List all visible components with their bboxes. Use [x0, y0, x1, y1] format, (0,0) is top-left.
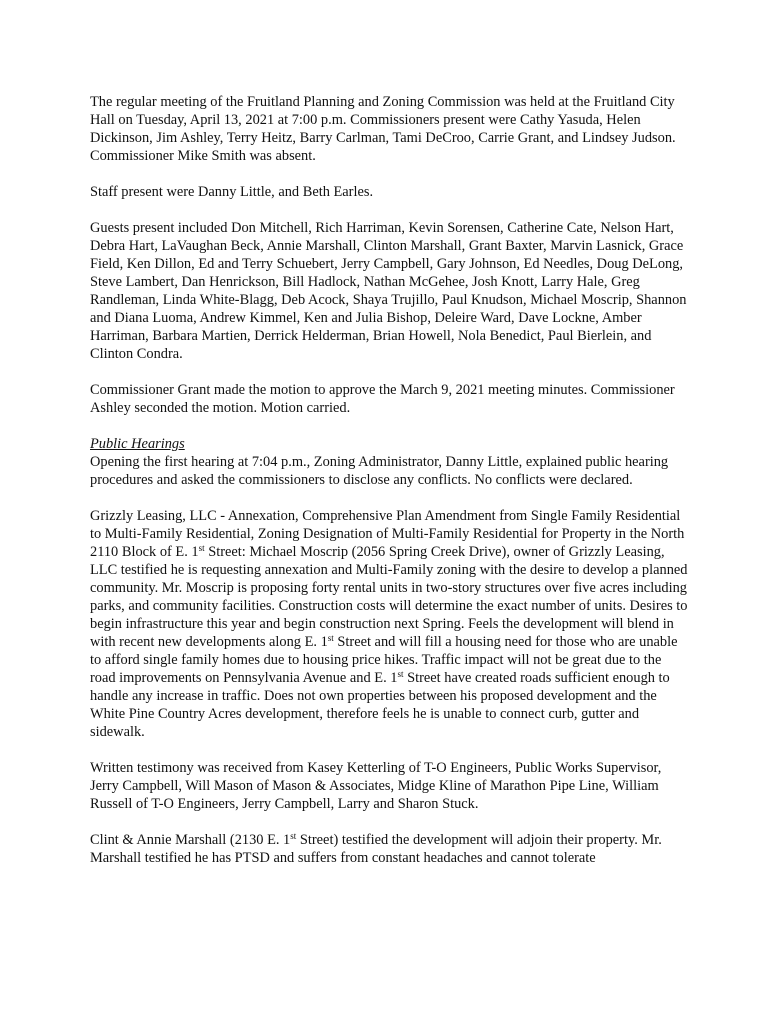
superscript: st: [327, 633, 334, 643]
written-testimony-paragraph: Written testimony was received from Kasey Ketterling of T-O Engineers, Public Works Supervisor, Jerry Campbell, Will Mason of Mason & Associates, Midge Kline of Marathon Pipe Line, William Russell of T-O Engineers, Jerry Campbell, Larry and Sharon Stuck.: [90, 760, 662, 812]
marshall-testimony-paragraph: [90, 831, 690, 867]
grizzly-leasing-paragraph: [90, 507, 690, 741]
staff-present-paragraph: Staff present were Danny Little, and Beth Earles.: [90, 184, 374, 200]
text-segment: Street) testified the development will adjoin their property. Mr. Marshall testified he has PTSD and suffers from constant headaches and cannot tolerate: [90, 832, 662, 866]
text-segment: Street: Michael Moscrip (2056 Spring Creek Drive), owner of Grizzly Leasing, LLC testified he is requesting annexation and Multi-Family zoning with the desire to develop a planned community. Mr. Moscrip is proposing forty rental units in two-story structures over five acres including parks, and community facilities. Construction costs will determine the exact number of units. Desires to begin infrastructure this year and begin construction next Spring. Feels the development will blend in with recent new developments along E. 1: [90, 544, 688, 650]
text-segment: Grizzly Leasing, LLC - Annexation, Comprehensive Plan Amendment from Single Family Residential to Multi-Family Residential, Zoning Designation of Multi-Family Residential for Property in the North 2110 Block of E. 1: [90, 508, 685, 560]
hearing-opening-text: Opening the first hearing at 7:04 p.m., Zoning Administrator, Danny Little, explained public hearing procedures and asked the commissioners to disclose any conflicts. No conflicts were declared.: [90, 454, 669, 488]
superscript: st: [198, 543, 205, 553]
text-segment: Clint & Annie Marshall (2130 E. 1: [90, 832, 291, 848]
text-segment: Street have created roads sufficient enough to handle any increase in traffic. Does not own properties between his proposed development and the White Pine Country Acres development, therefore feels he is unable to connect curb, gutter and sidewalk.: [90, 670, 670, 740]
meeting-intro-paragraph: The regular meeting of the Fruitland Planning and Zoning Commission was held at the Fruitland City Hall on Tuesday, April 13, 2021 at 7:00 p.m. Commissioners present were Cathy Yasuda, Helen Dickinson, Jim Ashley, Terry Heitz, Barry Carlman, Tami DeCroo, Carrie Grant, and Lindsey Judson. Commissioner Mike Smith was absent.: [90, 94, 676, 164]
minutes-approval-paragraph: Commissioner Grant made the motion to approve the March 9, 2021 meeting minutes. Commissioner Ashley seconded the motion. Motion carried.: [90, 382, 675, 416]
text-segment: Street and will fill a housing need for those who are unable to afford single family homes due to housing price hikes. Traffic impact will not be great due to the road improvements on Pennsylvania Avenue and E. 1: [90, 634, 678, 686]
section-heading: Public Hearings: [90, 436, 185, 452]
superscript: st: [397, 669, 404, 679]
public-hearings-section: [90, 435, 690, 489]
superscript: st: [290, 831, 297, 841]
guests-present-paragraph: Guests present included Don Mitchell, Rich Harriman, Kevin Sorensen, Catherine Cate, Nelson Hart, Debra Hart, LaVaughan Beck, Annie Marshall, Clinton Marshall, Grant Baxter, Marvin Lasnick, Grace Field, Ken Dillon, Ed and Terry Schuebert, Jerry Campbell, Gary Johnson, Ed Needles, Doug DeLong, Steve Lambert, Dan Henrickson, Bill Hadlock, Nathan McGehee, Josh Knott, Larry Hale, Greg Randleman, Linda White-Blagg, Deb Acock, Shaya Trujillo, Paul Knudson, Michael Moscrip, Shannon and Diana Luoma, Andrew Kimmel, Ken and Julia Bishop, Deleire Ward, Dave Lockne, Amber Harriman, Barbara Martien, Derrick Helderman, Brian Howell, Nola Benedict, Paul Bierlein, and Clinton Condra.: [90, 220, 687, 362]
